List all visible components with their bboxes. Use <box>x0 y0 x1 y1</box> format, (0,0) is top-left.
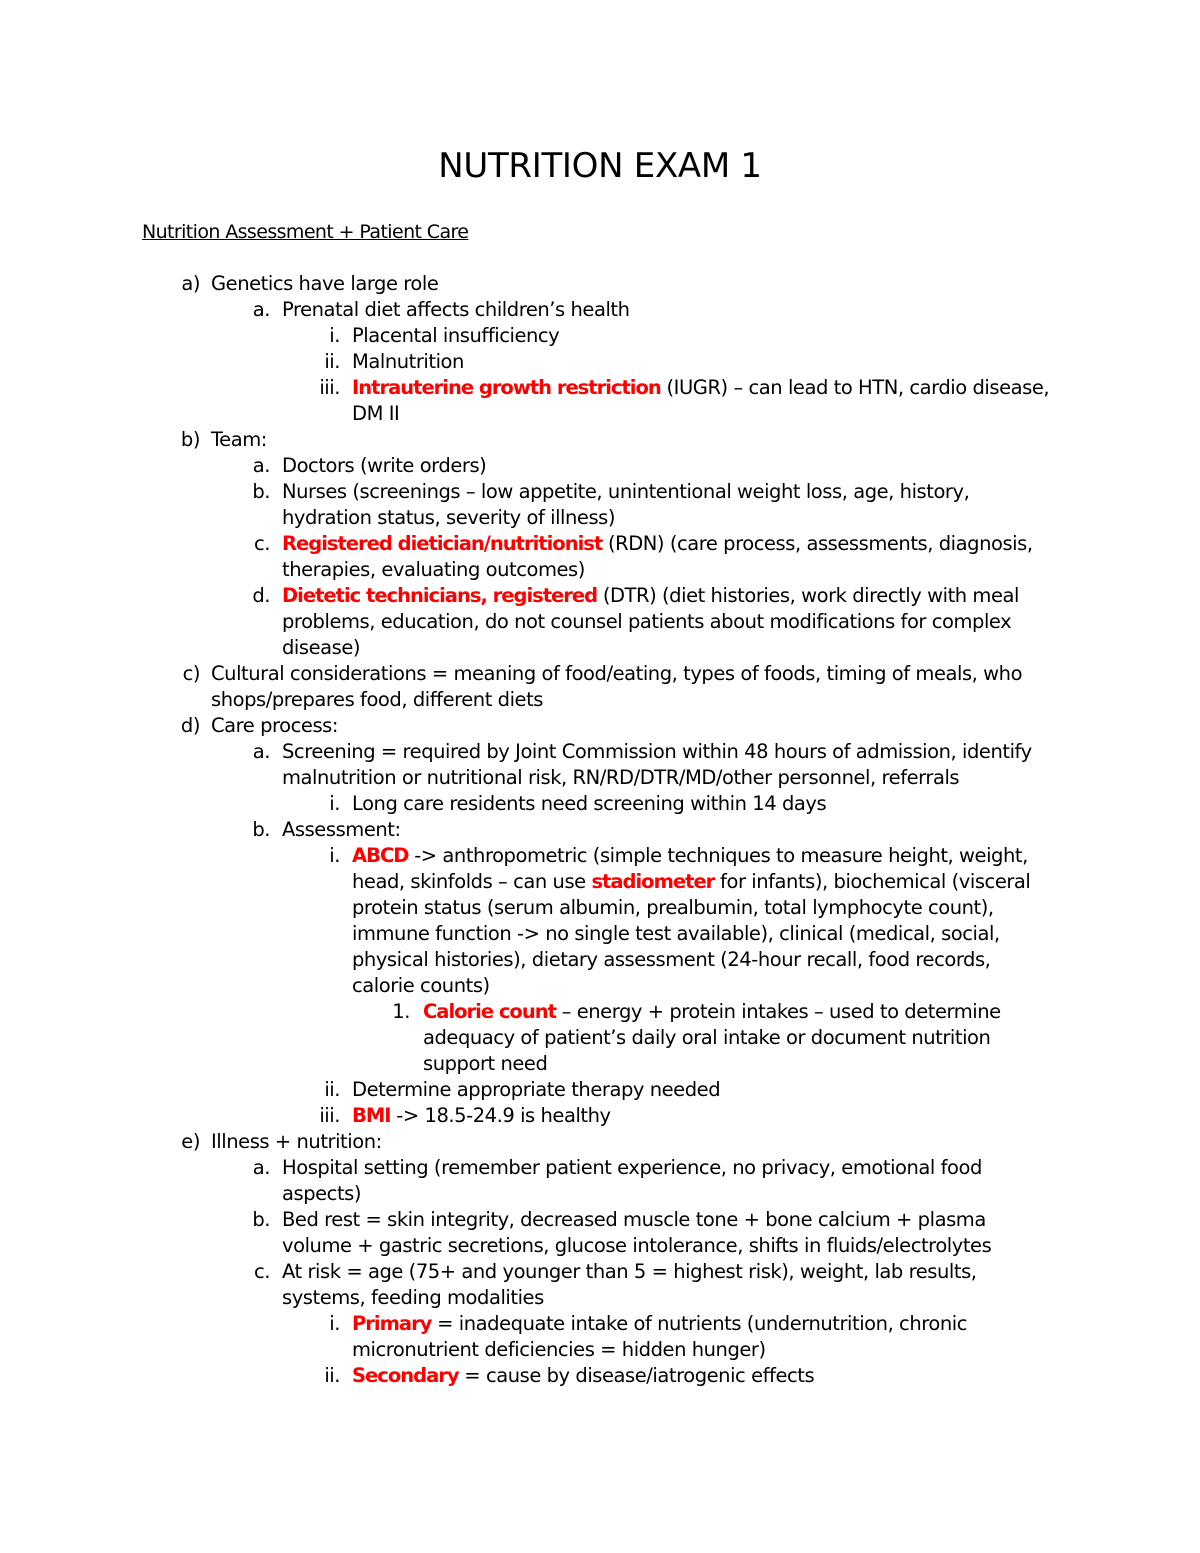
list-marker: iii. <box>319 1104 340 1127</box>
line-text <box>282 817 401 843</box>
text-segment: Determine appropriate therapy needed <box>352 1078 721 1101</box>
list-marker: a. <box>252 740 270 763</box>
line-text <box>282 1181 361 1207</box>
list-marker: e) <box>181 1130 200 1153</box>
text-segment: -> 18.5-24.9 is healthy <box>390 1104 611 1127</box>
section-heading: Nutrition Assessment + Patient Care <box>142 221 469 243</box>
list-marker: d. <box>252 584 270 607</box>
text-segment: systems, feeding modalities <box>282 1286 544 1309</box>
line-text <box>211 1129 382 1155</box>
line-text <box>211 661 1022 687</box>
highlighted-term: Secondary <box>352 1364 459 1387</box>
text-segment: immune function -> no single test available), clinical (medical, social, <box>352 922 1000 945</box>
list-marker: b. <box>252 1208 270 1231</box>
list-marker: d) <box>180 714 200 737</box>
line-text <box>282 739 1032 765</box>
text-segment: for infants), biochemical (visceral <box>714 870 1031 893</box>
text-segment: aspects) <box>282 1182 362 1205</box>
text-segment: At risk = age (75+ and younger than 5 = highest risk), weight, lab results, <box>282 1260 977 1283</box>
text-segment: Illness + nutrition: <box>211 1130 382 1153</box>
list-marker: b) <box>180 428 200 451</box>
text-segment: Malnutrition <box>352 350 464 373</box>
text-segment: (IUGR) – can lead to HTN, cardio disease, <box>660 376 1050 399</box>
text-segment: adequacy of patient’s daily oral intake or document nutrition <box>423 1026 991 1049</box>
highlighted-term: stadiometer <box>591 870 715 893</box>
line-text <box>352 895 994 921</box>
line-text <box>282 505 615 531</box>
line-text <box>352 843 1028 869</box>
list-marker: a. <box>252 454 270 477</box>
line-text <box>211 687 543 713</box>
line-text <box>282 1233 991 1259</box>
line-text <box>282 297 630 323</box>
text-segment: Assessment: <box>282 818 401 841</box>
list-marker: a. <box>252 1156 270 1179</box>
list-marker: ii. <box>324 350 340 373</box>
text-segment: hydration status, severity of illness) <box>282 506 616 529</box>
line-text <box>211 271 438 297</box>
text-segment: disease) <box>282 636 361 659</box>
text-segment: = inadequate intake of nutrients (undernutrition, chronic <box>431 1312 968 1335</box>
text-segment: Prenatal diet affects children’s health <box>282 298 630 321</box>
list-marker: ii. <box>324 1078 340 1101</box>
list-marker: a. <box>252 298 270 321</box>
list-marker: i. <box>329 844 340 867</box>
list-marker: b. <box>252 818 270 841</box>
text-segment: Genetics have large role <box>211 272 439 295</box>
text-segment: problems, education, do not counsel patients about modifications for complex <box>282 610 1012 633</box>
line-text <box>282 531 1033 557</box>
text-segment: Cultural considerations = meaning of food/eating, types of foods, timing of meals, who <box>211 662 1023 685</box>
list-marker: a) <box>181 272 200 295</box>
text-segment: malnutrition or nutritional risk, RN/RD/DTR/MD/other personnel, referrals <box>282 766 960 789</box>
text-segment: (DTR) (diet histories, work directly with meal <box>597 584 1019 607</box>
text-segment: Placental insufficiency <box>352 324 560 347</box>
line-text <box>282 635 360 661</box>
text-segment: DM II <box>352 402 400 425</box>
text-segment: (RDN) (care process, assessments, diagnosis, <box>602 532 1033 555</box>
list-marker: 1. <box>392 1000 410 1023</box>
line-text <box>352 921 1000 947</box>
line-text <box>423 1025 990 1051</box>
line-text <box>352 947 990 973</box>
line-text <box>352 1337 766 1363</box>
line-text <box>211 713 338 739</box>
list-marker: c) <box>182 662 200 685</box>
text-segment: micronutrient deficiencies = hidden hunger) <box>352 1338 766 1361</box>
line-text <box>211 427 267 453</box>
list-marker: b. <box>252 480 270 503</box>
line-text <box>282 609 1011 635</box>
text-segment: shops/prepares food, different diets <box>211 688 544 711</box>
highlighted-term: Intrauterine growth restriction <box>352 376 661 399</box>
line-text <box>352 869 1030 895</box>
text-segment: physical histories), dietary assessment (24-hour recall, food records, <box>352 948 991 971</box>
text-segment: -> anthropometric (simple techniques to measure height, weight, <box>408 844 1028 867</box>
text-segment: – energy + protein intakes – used to determine <box>555 1000 1001 1023</box>
highlighted-term: Calorie count <box>423 1000 556 1023</box>
list-marker: iii. <box>319 376 340 399</box>
line-text <box>352 1363 814 1389</box>
highlighted-term: Primary <box>352 1312 432 1335</box>
line-text <box>282 479 969 505</box>
line-text <box>352 375 1049 401</box>
line-text <box>282 1285 544 1311</box>
list-marker: i. <box>329 1312 340 1335</box>
text-segment: support need <box>423 1052 548 1075</box>
line-text <box>282 765 959 791</box>
line-text <box>352 1077 720 1103</box>
line-text <box>282 557 585 583</box>
list-marker: c. <box>253 1260 270 1283</box>
page-title: NUTRITION EXAM 1 <box>438 146 762 186</box>
line-text <box>352 323 559 349</box>
highlighted-term: Dietetic technicians, registered <box>282 584 598 607</box>
text-segment: Care process: <box>211 714 339 737</box>
text-segment: Screening = required by Joint Commission within 48 hours of admission, identify <box>282 740 1032 763</box>
line-text <box>352 791 826 817</box>
text-segment: Nurses (screenings – low appetite, unintentional weight loss, age, history, <box>282 480 970 503</box>
text-segment: volume + gastric secretions, glucose intolerance, shifts in fluids/electrolytes <box>282 1234 992 1257</box>
line-text <box>352 349 464 375</box>
line-text <box>282 583 1019 609</box>
line-text <box>282 1155 982 1181</box>
line-text <box>282 1207 986 1233</box>
highlighted-term: BMI <box>352 1104 391 1127</box>
highlighted-term: Registered dietician/nutritionist <box>282 532 603 555</box>
line-text <box>352 1311 967 1337</box>
text-segment: = cause by disease/iatrogenic effects <box>458 1364 815 1387</box>
highlighted-term: ABCD <box>352 844 409 867</box>
text-segment: Hospital setting (remember patient experience, no privacy, emotional food <box>282 1156 982 1179</box>
line-text <box>352 401 399 427</box>
text-segment: Doctors (write orders) <box>282 454 487 477</box>
line-text <box>423 999 1001 1025</box>
text-segment: protein status (serum albumin, prealbumin, total lymphocyte count), <box>352 896 994 919</box>
list-marker: i. <box>329 324 340 347</box>
text-segment: Long care residents need screening within 14 days <box>352 792 827 815</box>
line-text <box>352 973 490 999</box>
text-segment: Team: <box>211 428 267 451</box>
line-text <box>282 1259 977 1285</box>
line-text <box>352 1103 611 1129</box>
text-segment: calorie counts) <box>352 974 490 997</box>
text-segment: head, skinfolds – can use <box>352 870 592 893</box>
list-marker: ii. <box>324 1364 340 1387</box>
list-marker: i. <box>329 792 340 815</box>
line-text <box>423 1051 547 1077</box>
list-marker: c. <box>253 532 270 555</box>
line-text <box>282 453 486 479</box>
text-segment: Bed rest = skin integrity, decreased muscle tone + bone calcium + plasma <box>282 1208 986 1231</box>
text-segment: therapies, evaluating outcomes) <box>282 558 585 581</box>
